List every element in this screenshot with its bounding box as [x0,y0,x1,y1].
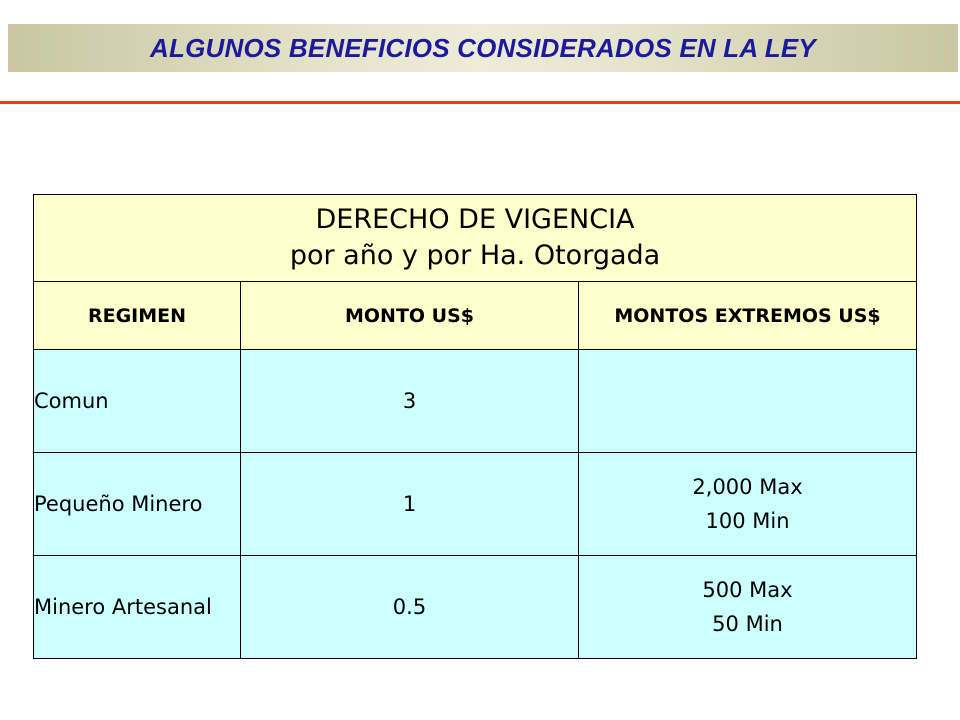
cell-monto: 0.5 [241,556,579,659]
extremos-max: 2,000 Max [692,475,803,499]
cell-monto: 3 [241,350,579,453]
extremos-min: 50 Min [712,612,783,636]
title-divider [0,101,960,104]
table-caption-line2: por año y por Ha. Otorgada [289,240,661,271]
cell-extremos [579,453,917,556]
table-row [34,453,917,556]
column-header-montos-extremos: MONTOS EXTREMOS US$ [579,282,917,350]
cell-extremos [579,350,917,453]
table-caption [34,195,917,282]
cell-extremos [579,556,917,659]
column-header-regimen: REGIMEN [34,282,241,350]
slide-title: ALGUNOS BENEFICIOS CONSIDERADOS EN LA LEY [150,32,816,63]
extremos-max: 500 Max [702,578,793,602]
table-row [34,350,917,453]
cell-regimen: Comun [34,350,241,453]
table-row [34,556,917,659]
cell-regimen: Pequeño Minero [34,453,241,556]
table-caption-line1: DERECHO DE VIGENCIA [315,204,635,235]
derecho-vigencia-table [33,194,917,659]
column-header-monto: MONTO US$ [241,282,579,350]
extremos-min: 100 Min [705,509,790,533]
table-caption-row [34,195,917,282]
table-header-row [34,282,917,350]
cell-monto: 1 [241,453,579,556]
title-bar [8,24,958,72]
cell-regimen: Minero Artesanal [34,556,241,659]
